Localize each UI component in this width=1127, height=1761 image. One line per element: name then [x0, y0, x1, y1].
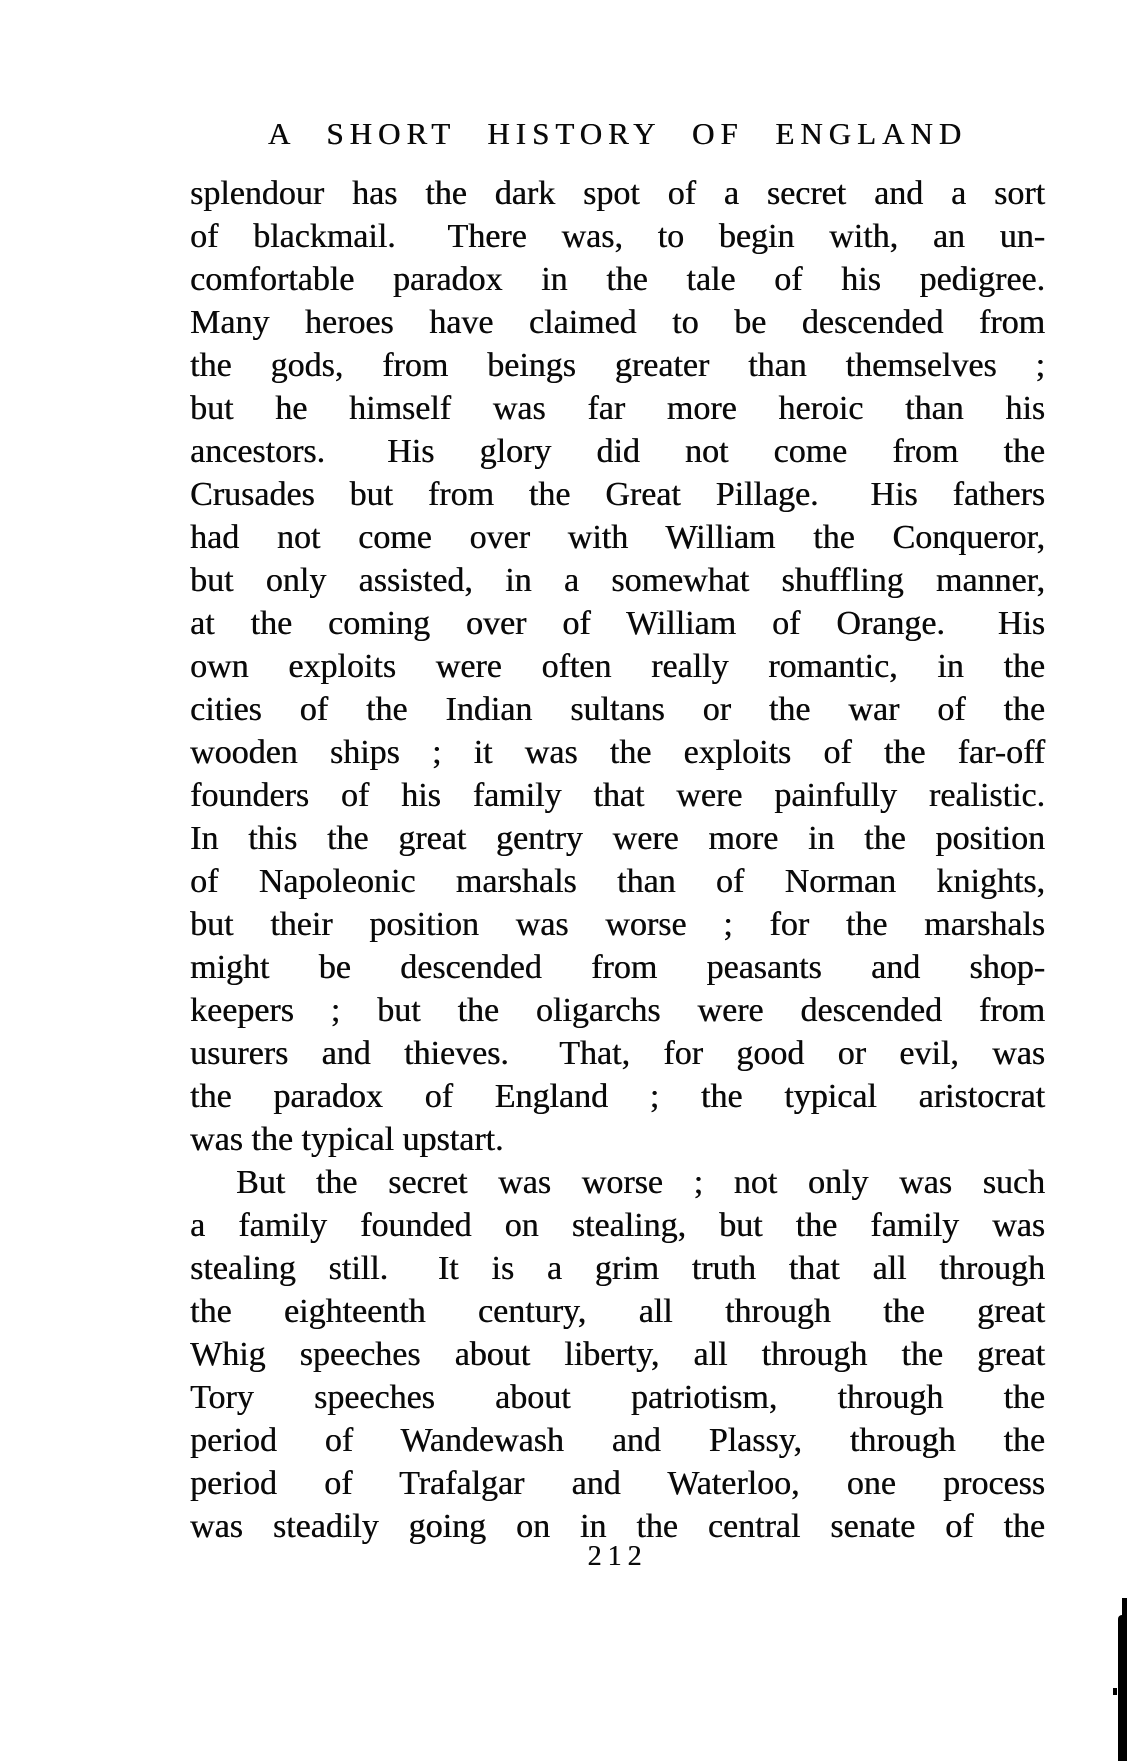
text-line: had not come over with William the Conqueror, — [190, 519, 1045, 556]
scan-edge-artifact — [1118, 1615, 1127, 1761]
text-line: of blackmail. There was, to begin with, an un- — [190, 218, 1045, 255]
text-line: keepers ; but the oligarchs were descended from — [190, 992, 1045, 1029]
text-line: but he himself was far more heroic than his — [190, 390, 1045, 427]
text-line: usurers and thieves. That, for good or evil, was — [190, 1035, 1045, 1072]
text-line: own exploits were often really romantic, in the — [190, 648, 1045, 685]
text-line: In this the great gentry were more in the position — [190, 820, 1045, 857]
text-line: the paradox of England ; the typical aristocrat — [190, 1078, 1045, 1115]
text-line: comfortable paradox in the tale of his pedigree. — [190, 261, 1045, 298]
text-line: of Napoleonic marshals than of Norman knights, — [190, 863, 1045, 900]
running-header: A SHORT HISTORY OF ENGLAND — [267, 116, 968, 151]
text-line: period of Wandewash and Plassy, through the — [190, 1422, 1045, 1459]
text-line: period of Trafalgar and Waterloo, one process — [190, 1465, 1045, 1502]
text-line: a family founded on stealing, but the family was — [190, 1207, 1045, 1244]
scan-edge-speck — [1113, 1688, 1117, 1695]
text-line: Crusades but from the Great Pillage. His fathers — [190, 476, 1045, 513]
text-line: Tory speeches about patriotism, through the — [190, 1379, 1045, 1416]
text-line: might be descended from peasants and shop- — [190, 949, 1045, 986]
page-number: 212 — [587, 1541, 648, 1572]
text-line: cities of the Indian sultans or the war of the — [190, 691, 1045, 728]
text-line: stealing still. It is a grim truth that all through — [190, 1250, 1045, 1287]
text-line: the gods, from beings greater than themselves ; — [190, 347, 1045, 384]
scan-edge-artifact-tip — [1122, 1598, 1127, 1620]
text-line: at the coming over of William of Orange. His — [190, 605, 1045, 642]
text-line: Many heroes have claimed to be descended from — [190, 304, 1045, 341]
text-line: Whig speeches about liberty, all through the great — [190, 1336, 1045, 1373]
text-line: founders of his family that were painfully realistic. — [190, 777, 1045, 814]
text-line: the eighteenth century, all through the great — [190, 1293, 1045, 1330]
text-line: splendour has the dark spot of a secret and a sort — [190, 175, 1045, 212]
text-line: ancestors. His glory did not come from the — [190, 433, 1045, 470]
body-text — [190, 172, 1045, 1548]
text-line: was steadily going on in the central senate of the — [190, 1508, 1045, 1545]
text-line: was the typical upstart. — [190, 1121, 504, 1158]
text-line: wooden ships ; it was the exploits of the far-off — [190, 734, 1045, 771]
text-line: But the secret was worse ; not only was such — [236, 1164, 1045, 1201]
text-line: but their position was worse ; for the marshals — [190, 906, 1045, 943]
text-line: but only assisted, in a somewhat shuffling manner, — [190, 562, 1045, 599]
